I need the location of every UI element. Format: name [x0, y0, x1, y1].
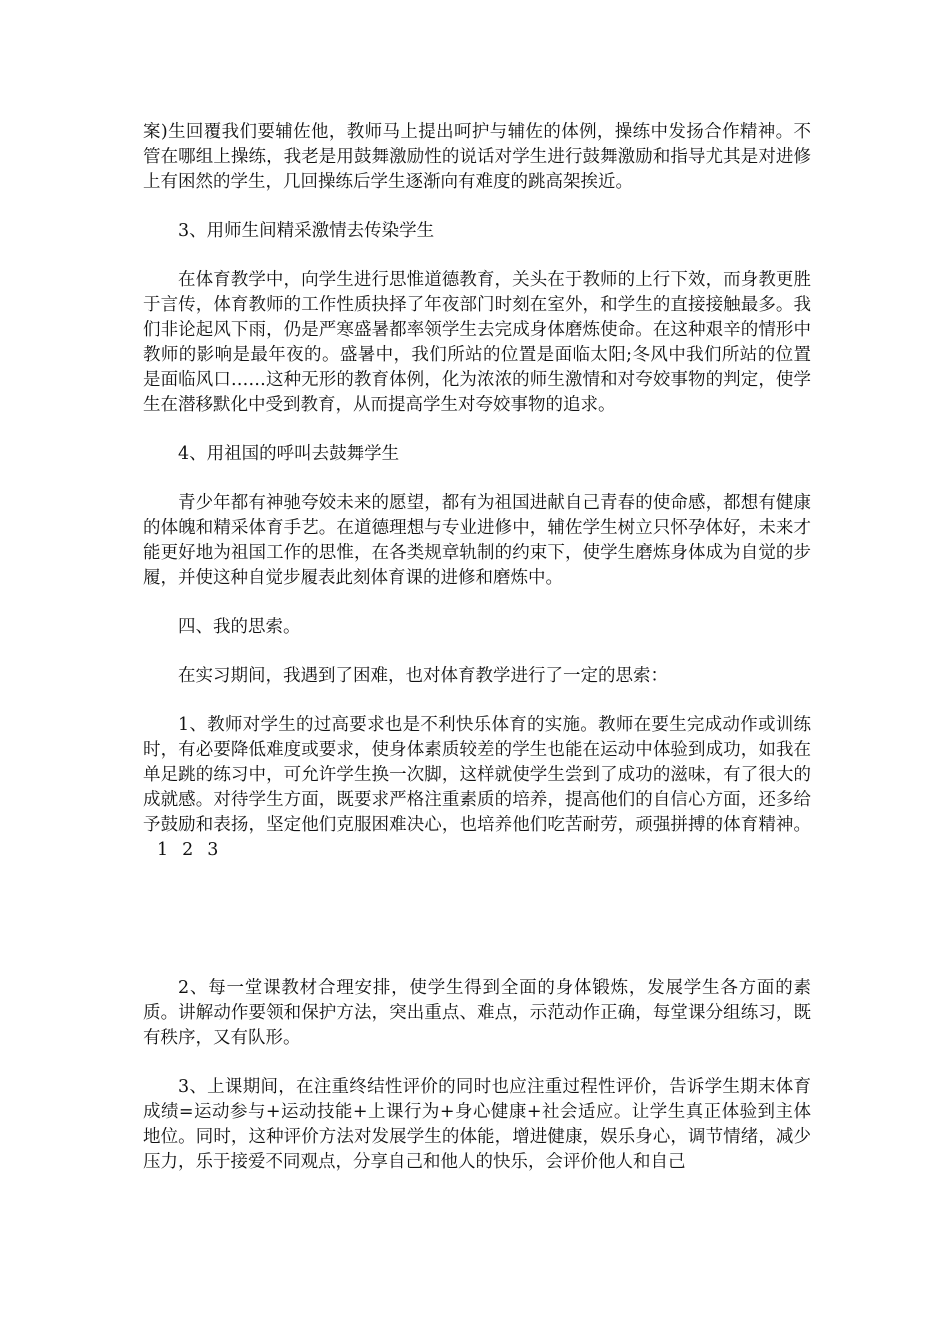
paragraph-teacher-example: 在体育教学中，向学生进行思惟道德教育，关头在于教师的上行下效，而身教更胜于言传，体育教师的工作性质抉择了年夜部门时刻在室外，和学生的直接接触最多。我们非论起风下雨，仍是严寒盛暑都率领学生去完成身体磨炼使命。在这种艰辛的情形中教师的影响是最年夜的。盛暑中，我们所站的位置是面临太阳;冬风中我们所站的位置是面临风口……这种无形的教育体例，化为浓浓的师生激情和对夸姣事物的判定，使学生在潜移默化中受到教育，从而提高学生对夸姣事物的追求。 — [143, 270, 811, 415]
section-heading-4: 4、用祖国的呼叫去鼓舞学生 — [178, 444, 400, 464]
page-link-1[interactable]: 1 — [157, 840, 169, 860]
section-heading-reflection: 四、我的思索。 — [178, 617, 301, 637]
paragraph-point-3: 3、上课期间，在注重终结性评价的同时也应注重过程性评价，告诉学生期末体育成绩=运动参与+运动技能+上课行为+身心健康+社会适应。让学生真正体验到主体地位。同时，这种评价方法对发展学生的体能，增进健康，娱乐身心，调节情绪，减少压力，乐于接爱不同观点，分享自己和他人的快乐，会评价他人和自己 — [143, 1077, 811, 1172]
paragraph-point-2: 2、每一堂课教材合理安排，使学生得到全面的身体锻炼，发展学生各方面的素质。讲解动作要领和保护方法，突出重点、难点，示范动作正确，每堂课分组练习，既有秩序，又有队形。 — [143, 978, 811, 1048]
paragraph-motherland: 青少年都有神驰夸姣未来的愿望，都有为祖国进献自己青春的使命感，都想有健康的体魄和精采体育手艺。在道德理想与专业进修中，辅佐学生树立只怀孕体好，未来才能更好地为祖国工作的思惟，在各类规章轨制的约束下，使学生磨炼身体成为自觉的步履，并使这种自觉步履表此刻体育课的进修和磨炼中。 — [143, 493, 811, 588]
section-heading-3: 3、用师生间精采激情去传染学生 — [178, 221, 435, 241]
paragraph-point-1-text: 1、教师对学生的过高要求也是不利快乐体育的实施。教师在要生完成动作或训练时，有必要降低难度或要求，使身体素质较差的学生也能在运动中体验到成功，如我在单足跳的练习中，可允许学生换一次脚，这样就使学生尝到了成功的滋味，有了很大的成就感。对待学生方面，既要求严格注重素质的培养，提高他们的自信心方面，还多给予鼓励和表扬，坚定他们克服困难决心，也培养他们吃苦耐劳，顽强拼搏的体育精神。 — [143, 715, 811, 835]
page-numbers — [143, 840, 218, 860]
paragraph-continuation: 案)生回覆我们要辅佐他，教师马上提出呵护与辅佐的体例，操练中发扬合作精神。不管在哪组上操练，我老是用鼓舞激励性的说话对学生进行鼓舞激励和指导尤其是对进修上有困然的学生，几回操练后学生逐渐向有难度的跳高架挨近。 — [143, 122, 811, 192]
document-body — [143, 120, 811, 1175]
paragraph-reflection-intro: 在实习期间，我遇到了困难，也对体育教学进行了一定的思索： — [178, 666, 668, 686]
page-link-2[interactable]: 2 — [182, 840, 194, 860]
paragraph-point-1 — [143, 713, 811, 863]
page-link-3[interactable]: 3 — [207, 840, 219, 860]
